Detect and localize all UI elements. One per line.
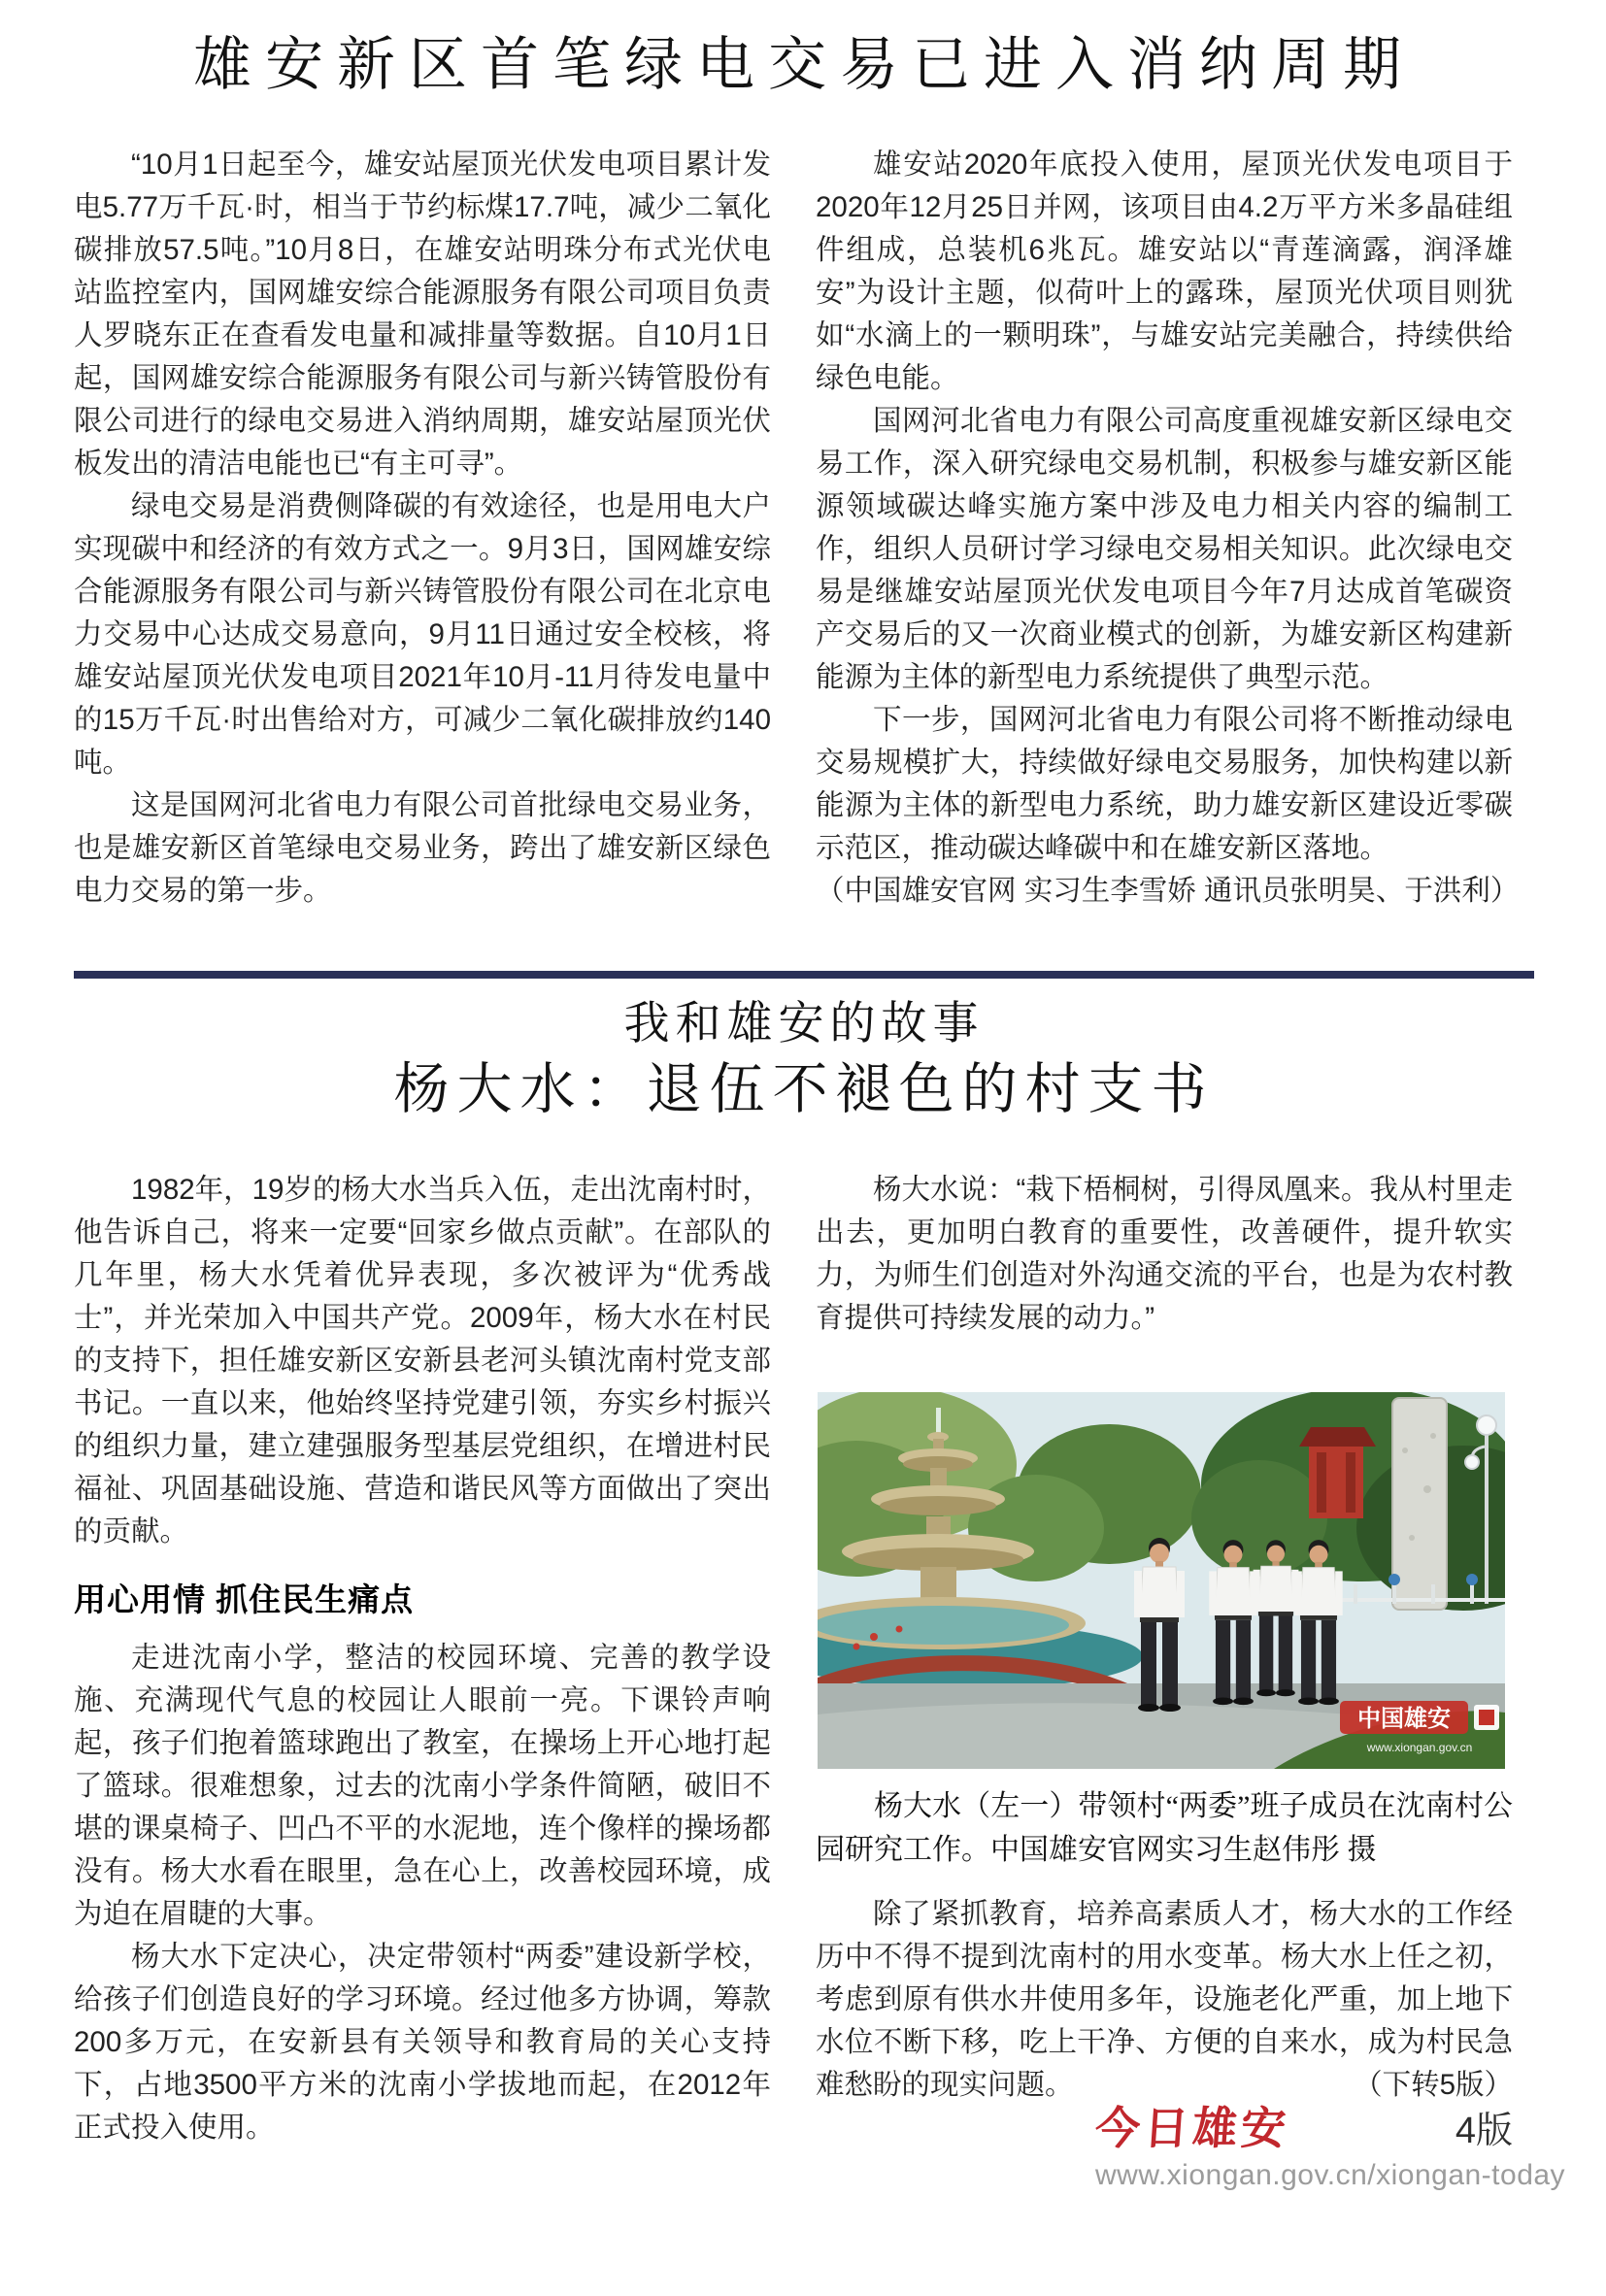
section-divider <box>74 971 1534 979</box>
page-number: 4版 <box>1455 2111 1513 2151</box>
article2-kicker: 我和雄安的故事 <box>623 999 985 1050</box>
continuation-note: （下转5版） <box>1354 2069 1513 2102</box>
photo-caption: 杨大水（左一）带领村“两委”班子成员在沈南村公园研究工作。中国雄安官网实习生赵伟彤 摄 <box>816 1790 1513 1867</box>
svg-text:中国雄安: 中国雄安 <box>1357 1707 1451 1733</box>
article1-byline: （中国雄安官网 实习生李雪娇 通讯员张明昊、于洪利） <box>816 875 1520 908</box>
article2-headline: 杨大水：退伍不褪色的村支书 <box>393 1059 1215 1121</box>
paragraph: 雄安站2020年底投入使用，屋顶光伏发电项目于2020年12月25日并网，该项目由4.2万平方米多晶硅组件组成，总装机6兆瓦。雄安站以“青莲滴露，润泽雄安”为设计主题，似荷叶上的露珠，屋顶光伏项目则犹如“水滴上的一颗明珠”，与雄安站完美融合，持续供给绿色电能。 <box>816 149 1513 395</box>
paragraph: 1982年，19岁的杨大水当兵入伍，走出沈南村时，他告诉自己，将来一定要“回家乡做点贡献”。在部队的几年里，杨大水凭着优异表现，多次被评为“优秀战士”，并光荣加入中国共产党。2009年，杨大水在村民的支持下，担任雄安新区安新县老河头镇沈南村党支部书记。一直以来，他始终坚持党建引领，夯实乡村振兴的组织力量，建立建强服务型基层党组织，在增进村民福祉、巩固基础设施、营造和谐民风等方面做出了突出的贡献。 <box>74 1174 771 1548</box>
article1-right-column <box>816 144 1520 913</box>
paragraph: 绿电交易是消费侧降碳的有效途径，也是用电大户实现碳中和经济的有效方式之一。9月3日，国网雄安综合能源服务有限公司与新兴铸管股份有限公司在北京电力交易中心达成交易意向，9月11日通过安全校核，将雄安站屋顶光伏发电项目2021年10月-11月待发电量中的15万千瓦·时出售给对方，可减少二氧化碳排放约140吨。 <box>74 490 771 780</box>
newspaper-page <box>0 25 1606 2149</box>
page-footer <box>1093 2104 1566 2192</box>
article1-left-column <box>74 144 771 913</box>
article2-subhead: 用心用情 抓住民生痛点 <box>74 1581 415 1618</box>
article2-left-column <box>74 1169 771 2149</box>
article2-columns <box>74 1169 1534 2149</box>
photo <box>818 1392 1505 1769</box>
paragraph: 杨大水说：“栽下梧桐树，引得凤凰来。我从村里走出去，更加明白教育的重要性，改善硬件，提升软实力，为师生们创造对外沟通交流的平台，也是为农村教育提供可持续发展的动力。” <box>816 1174 1513 1335</box>
paragraph: 这是国网河北省电力有限公司首批绿电交易业务，也是雄安新区首笔绿电交易业务，跨出了雄安新区绿色电力交易的第一步。 <box>74 789 771 908</box>
footer-masthead-row <box>1095 2105 1513 2153</box>
article-green-power <box>74 25 1534 913</box>
article2-right-column <box>816 1169 1513 2149</box>
article-yang-dashui <box>74 994 1534 2149</box>
paragraph: 走进沈南小学，整洁的校园环境、完善的教学设施、充满现代气息的校园让人眼前一亮。下课铃声响起，孩子们抱着篮球跑出了教室，在操场上开心地打起了篮球。很难想象，过去的沈南小学条件简陋，破旧不堪的课桌椅子、凹凸不平的水泥地，连个像样的操场都没有。杨大水看在眼里，急在心上，改善校园环境，成为迫在眉睫的大事。 <box>74 1642 771 1931</box>
paragraph-text: 除了紧抓教育，培养高素质人才，杨大水的工作经历中不得不提到沈南村的用水变革。杨大水上任之初，考虑到原有供水井使用多年，设施老化严重，加上地下水位不断下移，吃上干净、方便的自来水，成为村民急难愁盼的现实问题。 <box>816 1898 1513 2102</box>
paragraph: “10月1日起至今，雄安站屋顶光伏发电项目累计发电5.77万千瓦·时，相当于节约标煤17.7吨，减少二氧化碳排放57.5吨。”10月8日，在雄安站明珠分布式光伏电站监控室内，国网雄安综合能源服务有限公司项目负责人罗晓东正在查看发电量和减排量等数据。自10月1日起，国网雄安综合能源服务有限公司与新兴铸管股份有限公司进行的绿电交易进入消纳周期，雄安站屋顶光伏板发出的清洁电能也已“有主可寻”。 <box>74 149 771 481</box>
article1-columns <box>74 144 1534 913</box>
masthead-logo: 今日雄安 <box>1093 2104 1291 2153</box>
paragraph <box>816 1893 1513 2107</box>
photo-illustration <box>818 1392 1505 1769</box>
website-url: www.xiongan.gov.cn/xiongan-today <box>1095 2159 1566 2191</box>
paragraph: 下一步，国网河北省电力有限公司将不断推动绿电交易规模扩大，持续做好绿电交易服务，加快构建以新能源为主体的新型电力系统，助力雄安新区建设近零碳示范区，推动碳达峰碳中和在雄安新区落地。 <box>816 704 1513 865</box>
paragraph: 国网河北省电力有限公司高度重视雄安新区绿电交易工作，深入研究绿电交易机制，积极参与雄安新区能源领域碳达峰实施方案中涉及电力相关内容的编制工作，组织人员研讨学习绿电交易相关知识。此次绿电交易是继雄安站屋顶光伏发电项目今年7月达成首笔碳资产交易后的又一次商业模式的创新，为雄安新区构建新能源为主体的新型电力系统提供了典型示范。 <box>816 405 1513 694</box>
article1-headline: 雄安新区首笔绿电交易已进入消纳周期 <box>193 33 1415 97</box>
svg-text:www.xiongan.gov.cn: www.xiongan.gov.cn <box>1366 1741 1473 1755</box>
paragraph: 杨大水下定决心，决定带领村“两委”建设新学校，给孩子们创造良好的学习环境。经过他多方协调，筹款200多万元，在安新县有关领导和教育局的关心支持下，占地3500平方米的沈南小学拔地而起，在2012年正式投入使用。 <box>74 1941 771 2145</box>
